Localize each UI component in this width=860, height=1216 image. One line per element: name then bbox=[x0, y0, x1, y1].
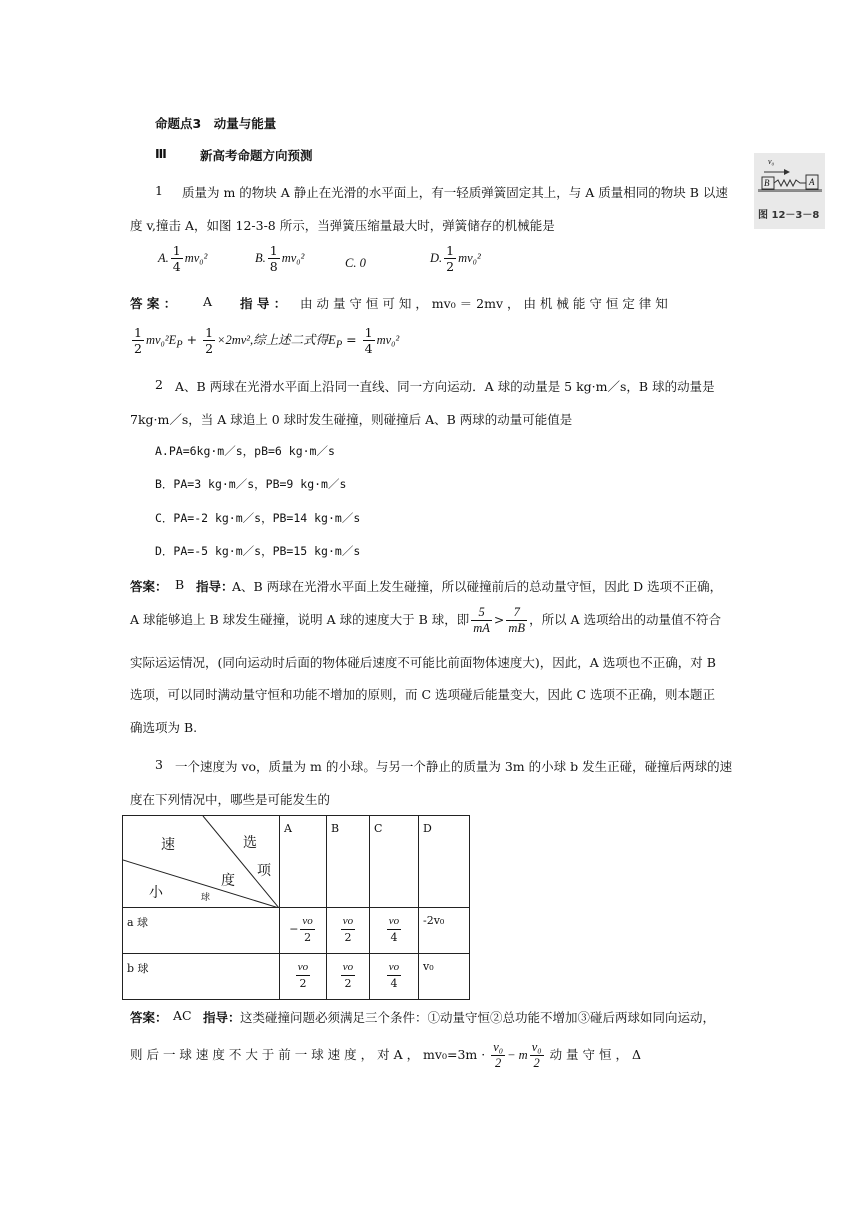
q3-line1: 一个速度为 vo，质量为 m 的小球。与另一个静止的质量为 3m 的小球 b 发生正碰，碰撞后两球的速 bbox=[175, 759, 733, 774]
q2-line1: A、B 两球在光滑水平面上沿同一直线、同一方向运动．A 球的动量是 5 kg·m／s，B 球的动量是 bbox=[175, 379, 715, 394]
q1-option-b: B. $\frac{1}{8}$ mv₀² bbox=[255, 243, 305, 274]
q3-guide-label: 指导： bbox=[203, 1010, 241, 1025]
q1-option-a: A. $\frac{1}{4}$ mv₀² bbox=[158, 243, 208, 274]
cell-b-B: $\frac{vo}{2}$ bbox=[327, 954, 370, 1000]
q3-line2: 度在下列情况中，哪些是可能发生的 bbox=[130, 792, 331, 807]
figure-caption: 图 12－3－8 bbox=[758, 210, 820, 221]
cell-b-C: $\frac{vo}{4}$ bbox=[370, 954, 419, 1000]
row-label-a: a 球 bbox=[123, 908, 280, 954]
cell-a-D: -2v₀ bbox=[419, 908, 470, 954]
q2-answer: B bbox=[175, 577, 185, 592]
q2-option-d: D．PA=-5 kg·m／s，PB=15 kg·m／s bbox=[155, 544, 361, 558]
figure-velocity-label: v₀ bbox=[768, 157, 775, 166]
q2-guide-line2: A 球能够追上 B 球发生碰撞，说明 A 球的速度大于 B 球，即 $\frac{5}{mA}$ > $\frac{7}{mB}$ ，所以 A 选项给出的动量值不符合 bbox=[130, 605, 722, 635]
q1-guide-label: 指 导 ： bbox=[240, 296, 287, 311]
q2-guide-line3: 实际运运情况，(同向运动时后面的物体碰后速度不可能比前面物体速度大)，因此，A 选项也不正确，对 B bbox=[130, 655, 716, 670]
q2-guide-line4: 选项，可以同时满动量守恒和功能不增加的原则，而 C 选项碰后能量变大，因此 C 选项不正确，则本题正 bbox=[130, 687, 716, 702]
q1-answer-label: 答 案 ： bbox=[130, 296, 177, 311]
cell-b-A: $\frac{vo}{2}$ bbox=[280, 954, 327, 1000]
q1-line2: 度 v,撞击 A，如图 12-3-8 所示，当弹簧压缩量最大时，弹簧储存的机械能是 bbox=[130, 218, 555, 233]
cell-b-D: v₀ bbox=[419, 954, 470, 1000]
figure-12-3-8 bbox=[754, 153, 825, 229]
q3-number: 3 bbox=[155, 757, 163, 772]
q1-equation: $\frac{1}{2}$ $mv_0^2E_P$ + $\frac{1}{2}$ ×2mv²,综上述二式得$E_P$ = $\frac{1}{4}$ mv₀² bbox=[134, 325, 400, 356]
q1-line1: 质量为 m 的物块 A 静止在光滑的水平面上，有一轻质弹簧固定其上，与 A 质量相同的物块 B 以速 bbox=[182, 185, 728, 200]
col-header-b: B bbox=[327, 816, 370, 908]
cell-a-A: − $\frac{vo}{2}$ bbox=[280, 908, 327, 954]
q3-answer-label: 答案： bbox=[130, 1010, 168, 1025]
row-label-b: b 球 bbox=[123, 954, 280, 1000]
q2-guide-line5: 确选项为 B. bbox=[130, 720, 198, 735]
col-header-a: A bbox=[280, 816, 327, 908]
q1-answer: A bbox=[203, 294, 213, 309]
q1-option-c: C. 0 bbox=[345, 256, 366, 270]
q2-option-c: C．PA=-2 kg·m／s，PB=14 kg·m／s bbox=[155, 511, 361, 525]
col-header-d: D bbox=[419, 816, 470, 908]
section-title: 新高考命题方向预测 bbox=[200, 148, 313, 163]
q3-guide-line1: 这类碰撞问题必须满足三个条件：①动量守恒②总功能不增加③碰后两球如同向运动， bbox=[240, 1010, 716, 1025]
q1-number: 1 bbox=[155, 183, 163, 198]
cell-a-C: $\frac{vo}{4}$ bbox=[370, 908, 419, 954]
cell-a-B: $\frac{vo}{2}$ bbox=[327, 908, 370, 954]
q2-guide-line1: A、B 两球在光滑水平面上发生碰撞，所以碰撞前后的总动量守恒，因此 D 选项不正确， bbox=[232, 579, 723, 594]
table-corner-header: 速 选 项 度 小 球 bbox=[123, 816, 280, 908]
q2-option-b: B．PA=3 kg·m／s，PB=9 kg·m／s bbox=[155, 477, 347, 491]
q2-number: 2 bbox=[155, 377, 163, 392]
figure-block-b: B bbox=[764, 178, 770, 188]
options-table bbox=[122, 815, 470, 1000]
q2-line2: 7kg·m／s，当 A 球追上 0 球时发生碰撞，则碰撞后 A、B 两球的动量可能值是 bbox=[130, 412, 573, 427]
topic-heading: 命题点3 动量与能量 bbox=[155, 116, 277, 131]
q1-guide-text: 由 动 量 守 恒 可 知 ， mv₀ ＝ 2mv ， 由 机 械 能 守 恒 定 律 知 bbox=[300, 296, 668, 311]
section-number: Ⅲ bbox=[155, 146, 167, 161]
q2-answer-label: 答案： bbox=[130, 579, 168, 594]
q3-guide-line2: 则 后 一 球 速 度 不 大 于 前 一 球 速 度 ， 对 A ， mv₀=3m · $\frac{\text{v₀}}{2}$ − m $\frac{\text{v₀}}{2}$ 动 量 守 恒 ， Δ bbox=[130, 1040, 641, 1070]
q1-option-d: D. $\frac{1}{2}$ mv₀² bbox=[430, 243, 481, 274]
q2-guide-label: 指导： bbox=[196, 579, 234, 594]
col-header-c: C bbox=[370, 816, 419, 908]
figure-block-a: A bbox=[809, 177, 815, 187]
q2-option-a: A.PA=6kg·m／s，pB=6 kg·m／s bbox=[155, 444, 335, 458]
q3-answer: AC bbox=[173, 1008, 192, 1023]
